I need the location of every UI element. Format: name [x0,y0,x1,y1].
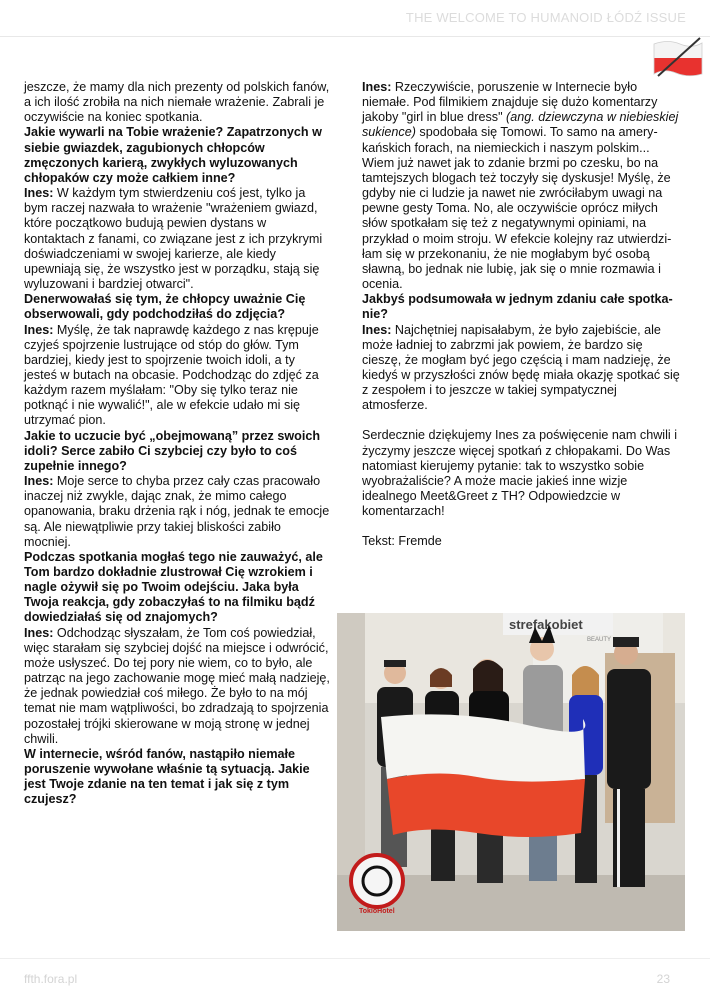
question-paragraph: Jakie to uczucie być „obejmowaną” przez swoich idoli? Serce zabiło Ci szybciej czy było to coś zupełnie innego? [24,428,321,473]
question-paragraph: Jakie wywarli na Tobie wrażenie? Zapatrzonych w siebie gwiazdek, zagubionych chłopców zmęczonych karierą, zwykłych wyluzowanych chłopaków czy może całkiem inne? [24,125,322,185]
speaker-label: Ines: [362,322,392,337]
closing-paragraph: Serdecznie dziękujemy Ines za poświęcenie nam chwili i życzymy jeszcze więcej spotkań z chłopakami. Do Was natomiast kierujemy pytanie: tak to wszystko sobie wyobrażaliście? A może macie jakieś inne wizje idealnego Meet&Greet z TH? Odpowiedzcie w komentarzach! [362,428,677,519]
italic-translation: (ang. dziewczyna w niebieskiej sukience) [362,110,679,140]
body-paragraph: jeszcze, że mamy dla nich prezenty od polskich fanów, a ich ilość zrobiła na nich niemałe wrażenie. Zabrali je oczywiście na koniec spotkania. [24,80,330,125]
answer-paragraph: Ines: Moje serce to chyba przez cały czas pracowało inaczej niż zwykle, dając znak, że mimo całego opanowania, braku drżenia rąk i nóg, jednak te emocje są. Ale niewątpliwie przy takiej bliskości zabiło mocniej. [24,474,330,549]
person [607,637,651,887]
speaker-label: Ines: [24,474,54,489]
right-column [362,80,680,550]
answer-paragraph: Ines: Rzeczywiście, poruszenie w Internecie było niemałe. Pod filmikiem znajduje się dużo komentarzy jakoby "girl in blue dress" (ang. dziewczyna w niebieskiej sukience) spodobała się Tomowi. To samo na amery- kańskich forach, na niemieckich i naszym polskim... Wiem już nawet jak to zdanie brzmi po czesku, bo na tamtejszych blogach też toczyły się dyskusje! Myślę, że gdyby nie ci ludzie ja nawet nie zwróciłabym uwagi na pewne gesty Toma. No, ale oczywiście oprócz miłych słów spotkałam się też z negatywnymi opiniami, na przykład o moim stroju. W efekcie kolejny raz utwierdzi- łam się w przekonaniu, że nie mogłabym być osobą sławną, bo jednak nie lubię, jak się o mnie rozmawia i ocenia. [362,80,679,292]
question-paragraph: Jakbyś podsumowała w jednym zdaniu całe spotka- nie? [362,292,673,322]
group-photo [337,613,685,931]
polish-flag-icon [650,36,706,80]
question-paragraph: W internecie, wśród fanów, nastąpiło niemałe poruszenie wywołane właśnie tą sytuacją. Jakie jest Twoje zdanie na ten temat i jak się z tym czujesz? [24,746,310,807]
store-sign-sub: BEAUTY [587,637,612,643]
answer-paragraph: Ines: Najchętniej napisałabym, że było zajebiście, ale może ładniej to zabrzmi jak powiem, że bardzo się cieszę, że mogłam być jego częścią i mam nadzieję, że kiedyś w przyszłości znów będę miała okazję spotkać się z zespołem i to jeszcze w takiej sympatycznej atmosferze. [362,322,680,413]
stamp-text: TokioHotel [359,908,395,915]
polish-flag-held [381,714,585,837]
speaker-label: Ines: [24,322,54,337]
footer-site: ffth.fora.pl [24,972,78,986]
answer-paragraph: Ines: Odchodząc słyszałam, że Tom coś powiedział, więc starałam się szybciej dojść na miejsce i odwrócić, może usłyszeć. Do tej pory nie wiem, co to było, ale patrząc na jego zachowanie mogę mieć małą nadzieję, że jednak powiedział coś miłego. Że było to na mój temat nie mam wątpliwości, bo zdradzają to spojrzenia pozostałej trójki skierowane w moją stronę w jednej chwili. [24,625,330,746]
question-paragraph: Denerwowałaś się tym, że chłopcy uważnie Cię obserwowali, gdy podchodziłaś do zdjęcia? [24,292,306,322]
speaker-label: Ines: [24,186,54,201]
left-column [24,80,330,808]
footer-divider [0,958,710,959]
page-number: 23 [656,972,670,986]
author-credit: Tekst: Fremde [362,534,442,549]
question-paragraph: Podczas spotkania mogłaś tego nie zauważyć, ale Tom bardzo dokładnie zlustrował Cię wzrokiem i nagle ożywił się po Twoim odejściu. Jaka była Twoja reakcja, gdy zobaczyłaś to na filmiku bądź dowiedziałaś się od znajomych? [24,549,323,625]
answer-paragraph: Ines: Myślę, że tak naprawdę każdego z nas krępuje czyjeś spojrzenie lustrujące od stóp do głów. Tym bardziej, kiedy jest to spojrzenie twoich idoli, a ty jesteś w butach na obcasie. Podchodząc do zdjęć za każdym razem myślałam: "Oby się tylko teraz nie potknąć i nie wywalić!", ale w efekcie udało mi się utrzymać pion. [24,322,319,428]
answer-paragraph: Ines: W każdym tym stwierdzeniu coś jest, tylko ja bym raczej nazwała to wrażenie "wrażeniem gwiazd, które początkowo budują pewien dystans w kontaktach z fanami, co związane jest z ich przykrymi doświadczeniami w swojej karierze, ale kiedy upewniają się, że wszystko jest w porządku, stają się wyluzowani i bardziej otwarci". [24,186,323,292]
header-divider [0,36,710,37]
store-sign: strefakobiet [509,617,583,632]
issue-title: THE WELCOME TO HUMANOID ŁÓDŹ ISSUE [405,10,686,25]
speaker-label: Ines: [362,80,392,94]
speaker-label: Ines: [24,625,54,640]
